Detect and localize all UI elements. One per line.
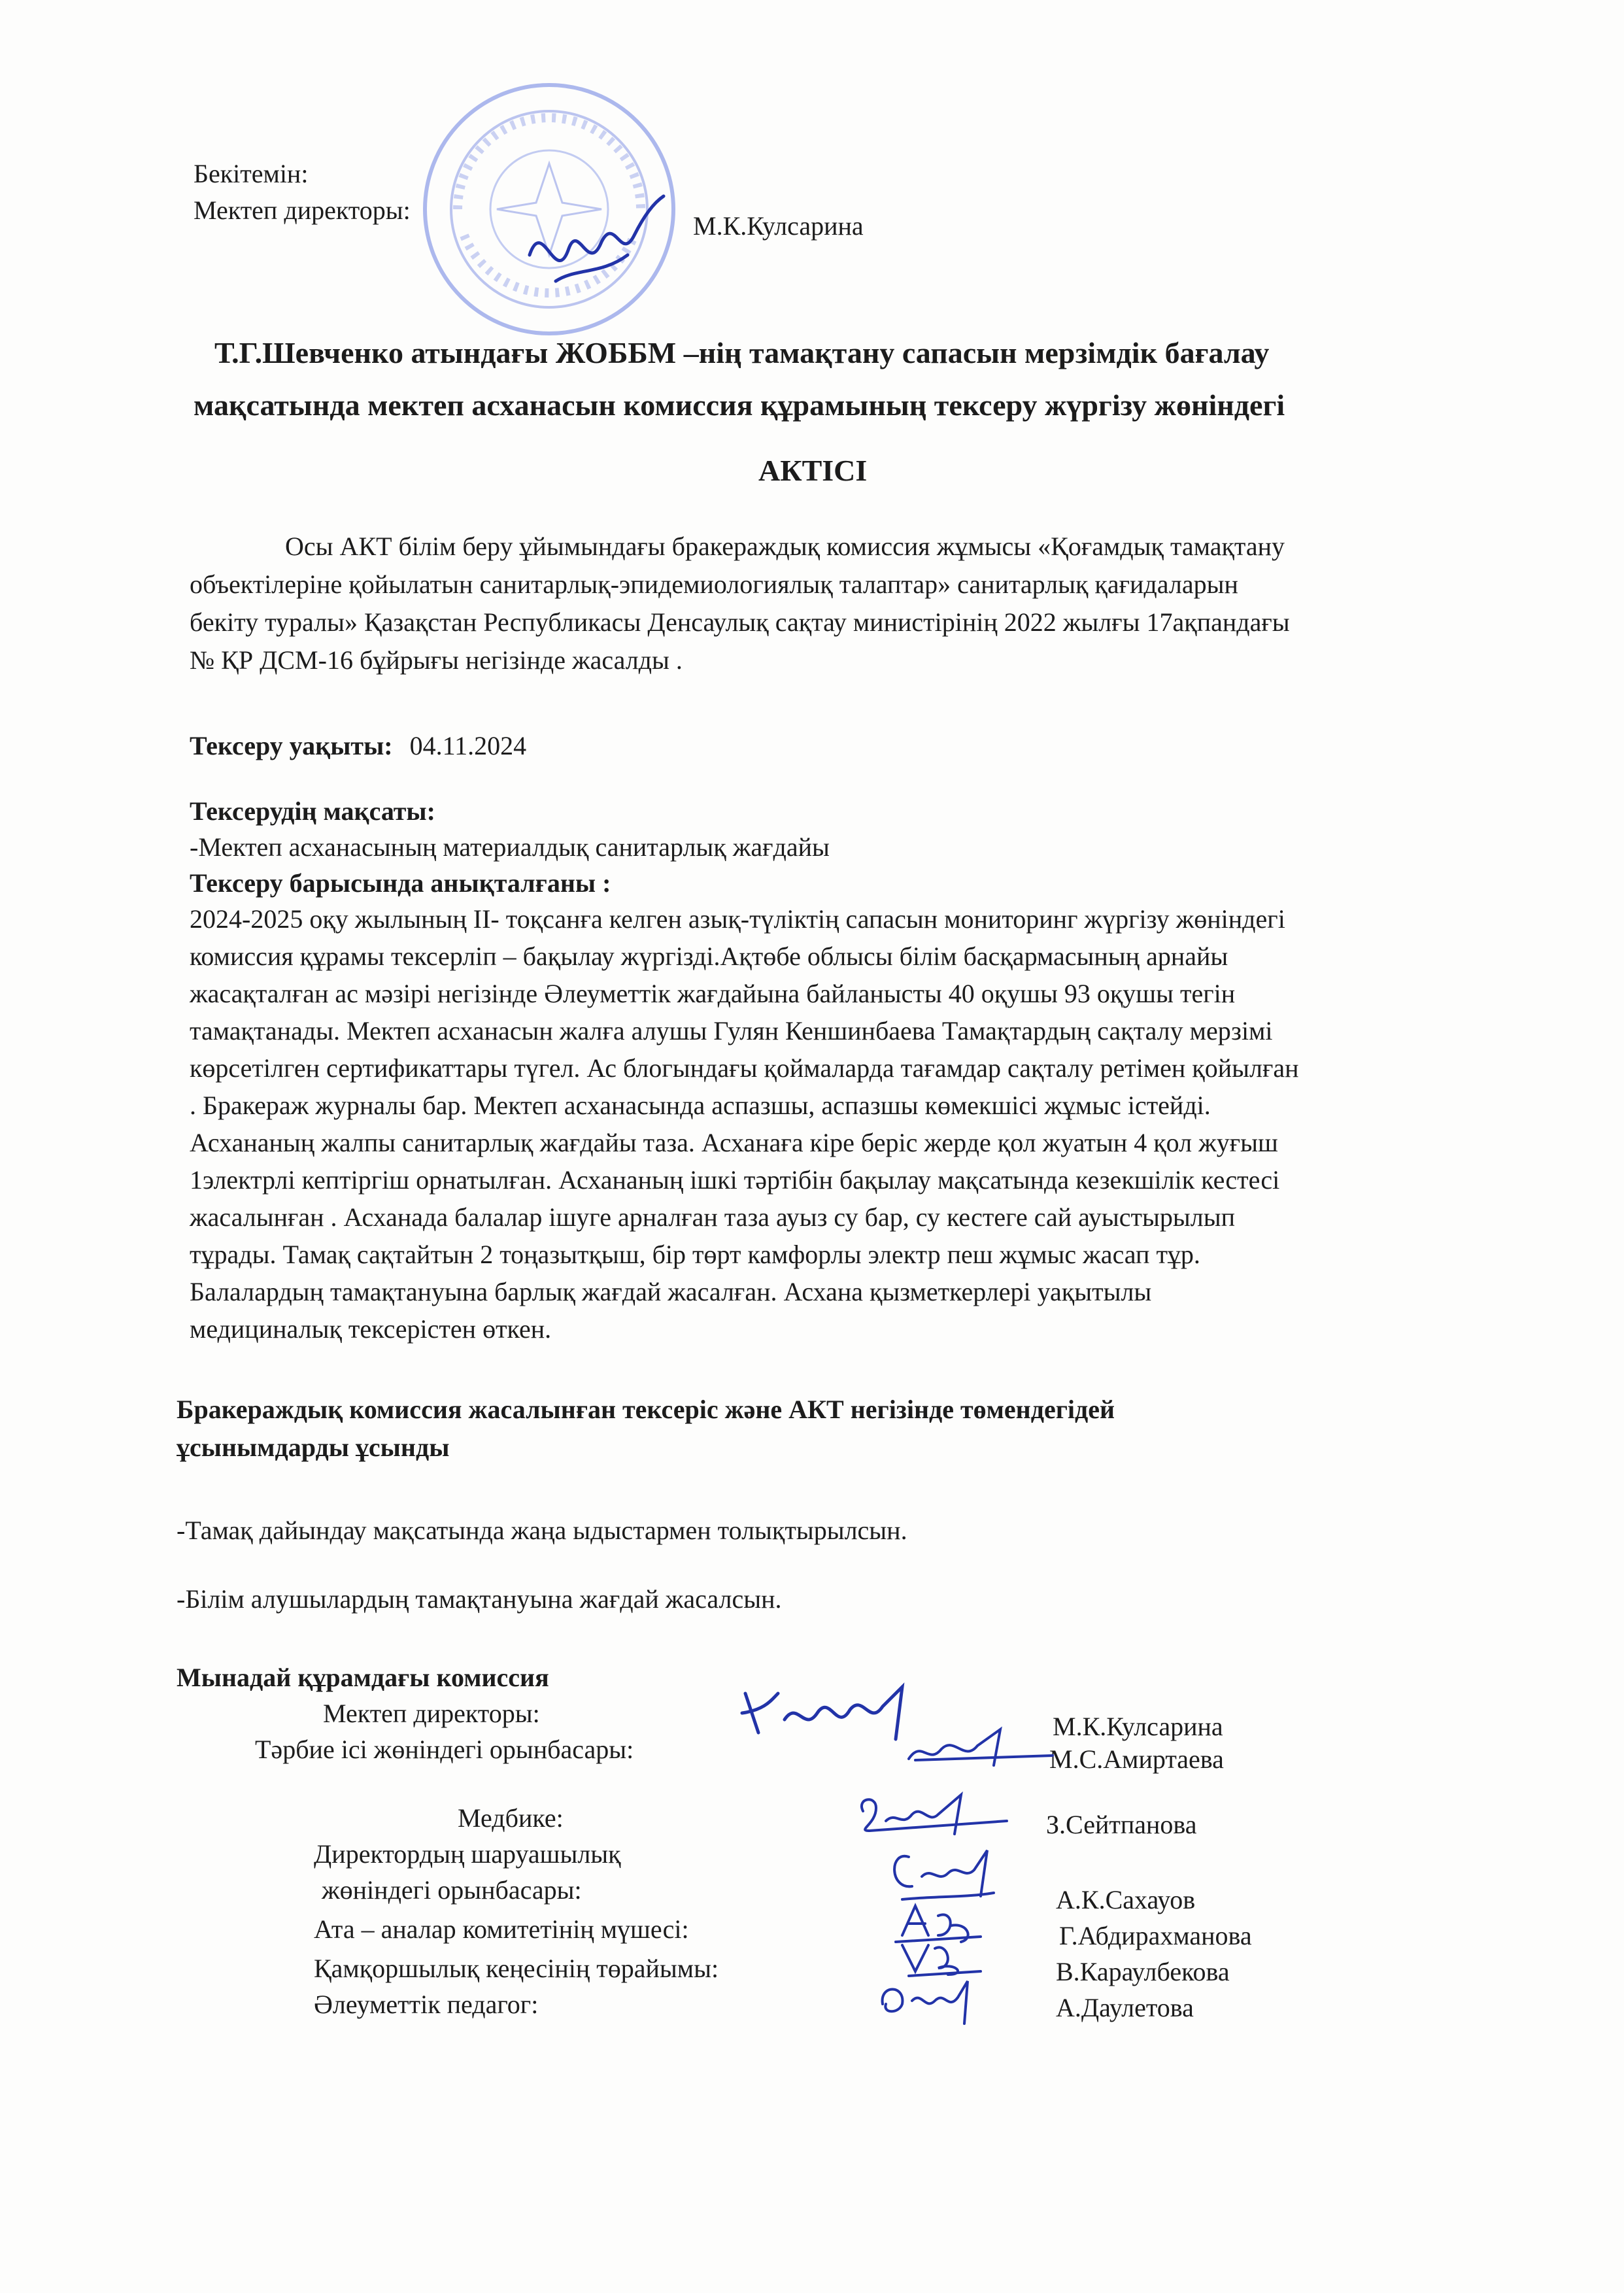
findings-line: жасақталған ас мәзірі негізінде Әлеуметтік жағдайына байланысты 40 оқушы 93 оқушы тегін xyxy=(190,979,1236,1008)
signature-deputy xyxy=(902,1720,1059,1778)
findings-line: Балалардың тамақтануына барлық жағдай жасалған. Асхана қызметкерлері уақытылы xyxy=(190,1277,1152,1306)
title-line-2: мақсатында мектеп асханасын комиссия құрамының тексеру жүргізу жөніндегі xyxy=(194,388,1285,422)
findings-line: комиссия құрамы тексерліп – бақылау жүргізді.Ақтөбе облысы білім басқармасының арнайы xyxy=(190,942,1228,971)
findings-line: 1электрлі кептіргіш орнатылған. Асхананың ішкі тәртібін бақылау мақсатында кезекшілік кестесі xyxy=(190,1165,1280,1195)
findings-line: . Бракераж журналы бар. Мектеп асханасында аспазшы, аспазшы көмекшісі жұмыс істейді. xyxy=(190,1091,1211,1120)
signature-nurse xyxy=(850,1785,1020,1844)
member-role: Мектеп директоры: xyxy=(323,1699,540,1728)
member-name: В.Караулбекова xyxy=(1056,1957,1230,1986)
member-role-line2: жөніндегі орынбасары: xyxy=(322,1875,582,1905)
inspection-time-label: Тексеру уақыты: xyxy=(190,731,393,760)
findings-line: көрсетілген сертификаттары түгел. Ас блогындағы қоймаларда тағамдар сақталу ретімен қойылған xyxy=(190,1053,1299,1083)
findings-line: тұрады. Тамақ сақтайтын 2 тоңазытқыш, бір төрт камфорлы электр пеш жұмыс жасап тұр. xyxy=(190,1240,1200,1269)
member-role: Ата – аналар комитетінің мүшесі: xyxy=(314,1914,689,1944)
member-role: Директордың шаруашылық xyxy=(314,1839,621,1869)
commission-heading: Мынадай құрамдағы комиссия xyxy=(177,1663,549,1692)
recommendation-item: -Тамақ дайындау мақсатында жаңа ыдыстармен толықтырылсын. xyxy=(177,1516,907,1545)
member-name: Г.Абдирахманова xyxy=(1059,1921,1252,1950)
inspection-purpose-label: Тексерудің мақсаты: xyxy=(190,796,435,826)
signature-director xyxy=(732,1674,928,1752)
recommendation-item: -Білім алушылардың тамақтануына жағдай жасалсын. xyxy=(177,1584,782,1614)
director-signature xyxy=(516,177,673,301)
inspection-purpose-value: -Мектеп асханасының материалдық санитарлық жағдайы xyxy=(190,832,830,862)
findings-line: 2024-2025 оқу жылының ІІ- тоқсанға келген азық-түліктің сапасын мониторинг жүргізу жөніндегі xyxy=(190,904,1285,934)
findings-line: Асхананың жалпы санитарлық жағдайы таза. Асханаға кіре беріс жерде қол жуатын 4 қол жуғыш xyxy=(190,1128,1278,1157)
inspection-findings-label: Тексеру барысында анықталғаны : xyxy=(190,868,611,898)
signature-social-pedagogue xyxy=(870,1968,994,2027)
approval-director-title: Мектеп директоры: xyxy=(194,195,411,225)
findings-line: тамақтанады. Мектеп асханасын жалға алушы Гулян Кеншинбаева Тамақтардың сақталу мерзімі xyxy=(190,1016,1273,1045)
findings-line: жасалынған . Асханада балалар ішуге арналған таза ауыз су бар, су кестеге сай ауыстырылып xyxy=(190,1202,1236,1232)
inspection-time-value: 04.11.2024 xyxy=(409,731,527,760)
member-role: Тәрбие ісі жөніндегі орынбасары: xyxy=(255,1735,634,1764)
member-name: А.Даулетова xyxy=(1056,1993,1194,2022)
recommendations-heading-1: Бракераждық комиссия жасалынған тексеріс және АКТ негізінде төмендегідей xyxy=(177,1395,1115,1424)
intro-line: Осы АКТ білім беру ұйымындағы бракераждық комиссия жұмысы «Қоғамдық тамақтану xyxy=(285,532,1285,561)
member-role: Қамқоршылық кеңесінің төрайымы: xyxy=(314,1954,719,1983)
intro-line: № ҚР ДСМ-16 бұйрығы негізінде жасалды . xyxy=(190,645,683,675)
approval-director-name: М.К.Кулсарина xyxy=(693,211,864,241)
member-role: Әлеуметтік педагог: xyxy=(314,1990,539,2019)
member-role: Медбике: xyxy=(458,1803,564,1833)
intro-line: объектілеріне қойылатын санитарлық-эпидемиологиялық талаптар» санитарлық қағидаларын xyxy=(190,569,1238,599)
recommendations-heading-2: ұсынымдарды ұсынды xyxy=(177,1433,450,1462)
title-line-3: АКТІСІ xyxy=(758,454,868,487)
member-name: А.К.Сахауов xyxy=(1056,1885,1196,1914)
member-name: М.С.Амиртаева xyxy=(1049,1744,1224,1774)
intro-line: бекіту туралы» Қазақстан Республикасы Денсаулық сақтау министірінің 2022 жылғы 17ақпандағы xyxy=(190,607,1290,637)
member-name: М.К.Кулсарина xyxy=(1053,1712,1223,1741)
member-name: З.Сейтпанова xyxy=(1046,1810,1197,1839)
findings-line: медициналық тексерістен өткен. xyxy=(190,1314,552,1344)
approval-label: Бекітемін: xyxy=(194,159,309,188)
title-line-1: Т.Г.Шевченко атындағы ЖОББМ –нің тамақтану сапасын мерзімдік бағалау xyxy=(214,336,1270,369)
